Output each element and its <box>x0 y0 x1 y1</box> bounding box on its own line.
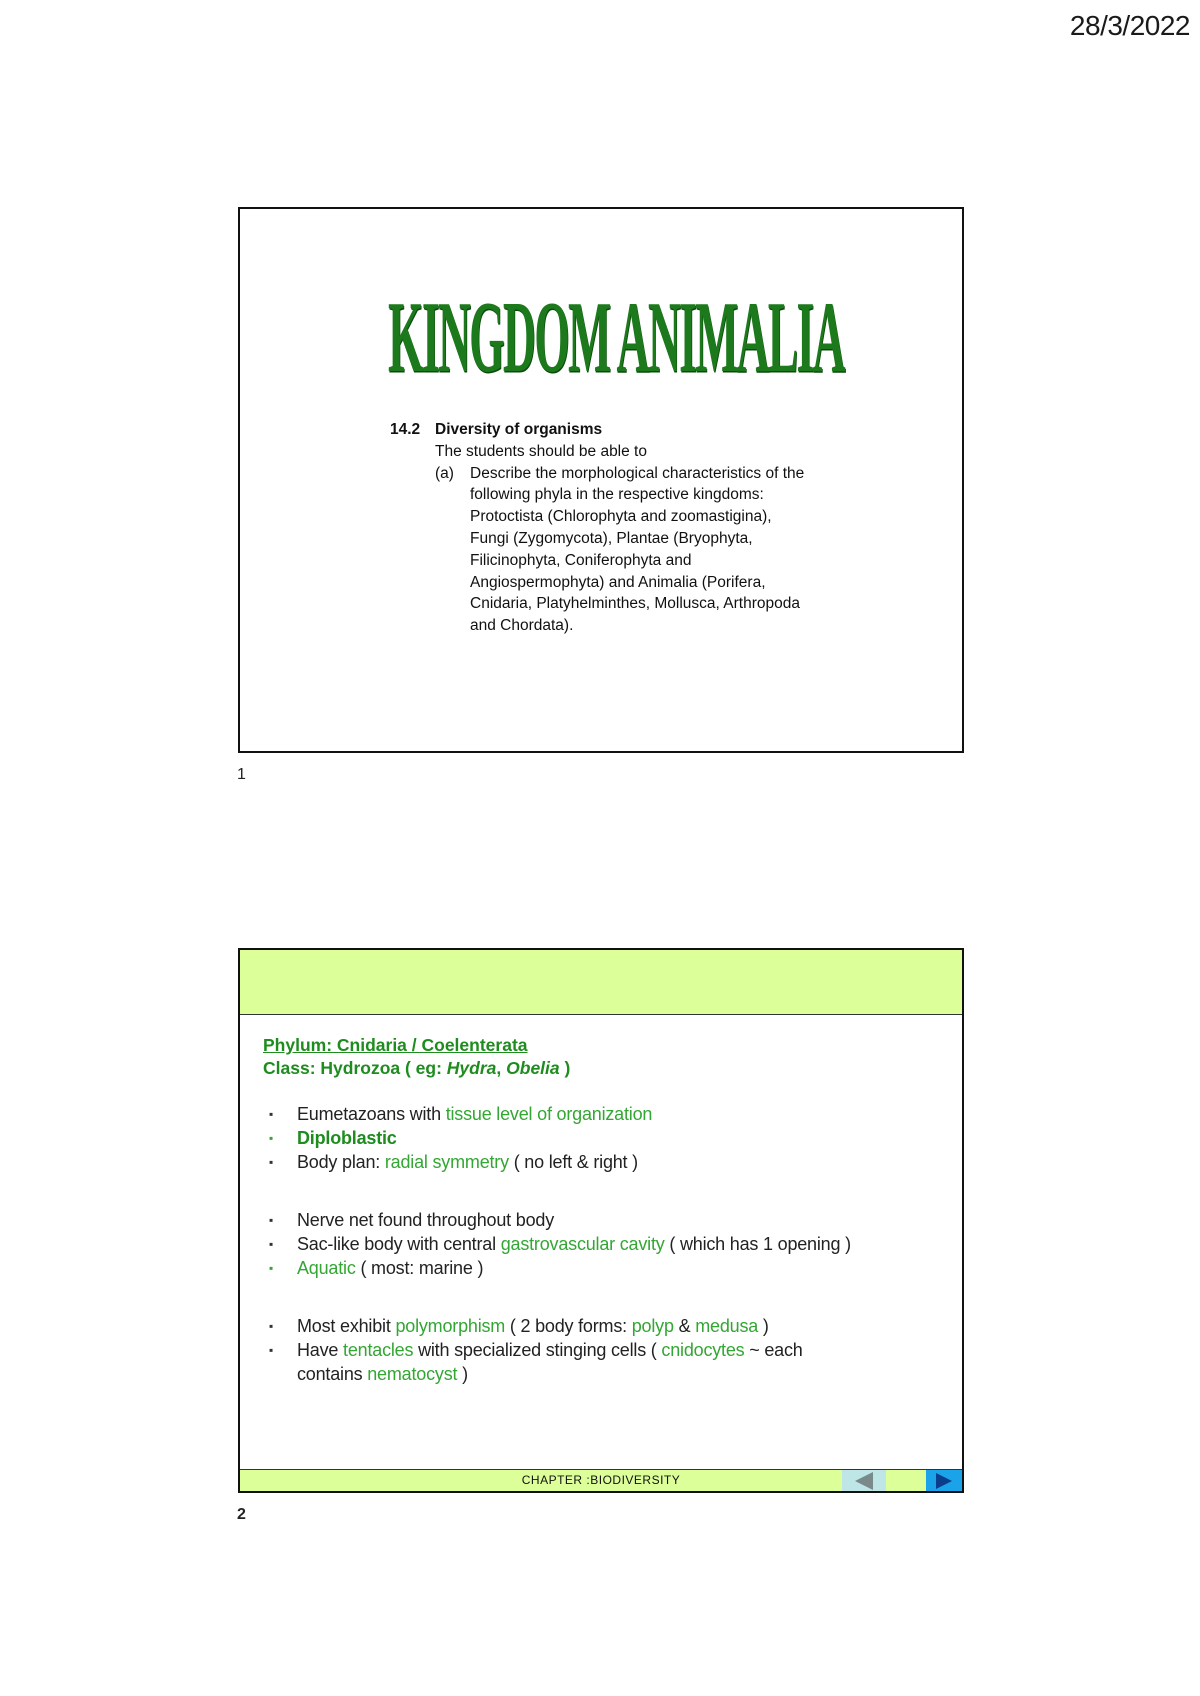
list-item: ▪ Nerve net found throughout body <box>263 1208 953 1232</box>
objective-heading <box>390 419 865 441</box>
list-item: ▪ Sac-like body with central gastrovascular cavity ( which has 1 opening ) <box>263 1232 953 1256</box>
objective-number: 14.2 <box>390 421 421 438</box>
next-slide-button[interactable] <box>926 1470 962 1491</box>
objective-item-text <box>470 463 865 637</box>
objective-line: Cnidaria, Platyhelminthes, Mollusca, Arthropoda <box>470 595 800 613</box>
objective-line: Fungi (Zygomycota), Plantae (Bryophyta, <box>470 529 753 547</box>
characteristics-list <box>263 1208 953 1280</box>
slide-header-band <box>240 950 962 1015</box>
list-item: ▪ Diploblastic <box>263 1126 953 1150</box>
objective-line: and Chordata). <box>470 617 574 635</box>
example-hydra: Hydra <box>446 1058 497 1078</box>
list-item: ▪ Eumetazoans with tissue level of organization <box>263 1102 953 1126</box>
characteristics-list <box>263 1314 953 1386</box>
chapter-label: CHAPTER :BIODIVERSITY <box>521 1473 681 1487</box>
objective-line: Describe the morphological characteristics of the <box>470 464 805 482</box>
objective-line: following phyla in the respective kingdoms: <box>470 486 764 504</box>
objective-line: Filicinophyta, Coniferophyta and <box>470 551 692 569</box>
objective-intro: The students should be able to <box>435 442 647 460</box>
characteristics-list <box>263 1102 953 1174</box>
list-item: ▪ Most exhibit polymorphism ( 2 body forms: polyp & medusa ) <box>263 1314 953 1338</box>
class-sep: , <box>496 1058 507 1078</box>
objective-item <box>390 463 865 637</box>
objective-title: Diversity of organisms <box>435 421 603 438</box>
list-item: ▪ Aquatic ( most: marine ) <box>263 1256 953 1280</box>
objective-item-label: (a) <box>435 464 454 482</box>
triangle-right-icon <box>936 1473 952 1489</box>
slide-footer <box>240 1469 962 1491</box>
previous-slide-button[interactable] <box>842 1470 886 1491</box>
objective-line: Protoctista (Chlorophyta and zoomastigina), <box>470 508 772 526</box>
objective-line: Angiospermophyta) and Animalia (Porifera, <box>470 573 766 591</box>
class-line <box>263 1057 570 1080</box>
page-date: 28/3/2022 <box>1069 10 1190 41</box>
list-item: ▪ Have tentacles with specialized stinging cells ( cnidocytes ~ each contains nematocyst ) <box>263 1338 857 1386</box>
slide-number-1: 1 <box>237 766 246 783</box>
learning-objective <box>390 419 865 637</box>
slide-number-2: 2 <box>237 1506 246 1523</box>
triangle-left-icon <box>855 1472 873 1490</box>
example-obelia: Obelia <box>506 1058 560 1078</box>
slide-1 <box>238 207 964 753</box>
phylum-heading <box>263 1034 570 1080</box>
class-suffix: ) <box>559 1058 571 1078</box>
phylum-name: Phylum: Cnidaria / Coelenterata <box>263 1035 528 1055</box>
slide-2 <box>238 948 964 1493</box>
slide-title: KINGDOM ANIMALIA <box>388 281 844 395</box>
list-item: ▪ Body plan: radial symmetry ( no left & right ) <box>263 1150 953 1174</box>
class-prefix: Class: Hydrozoa ( eg: <box>263 1058 447 1078</box>
